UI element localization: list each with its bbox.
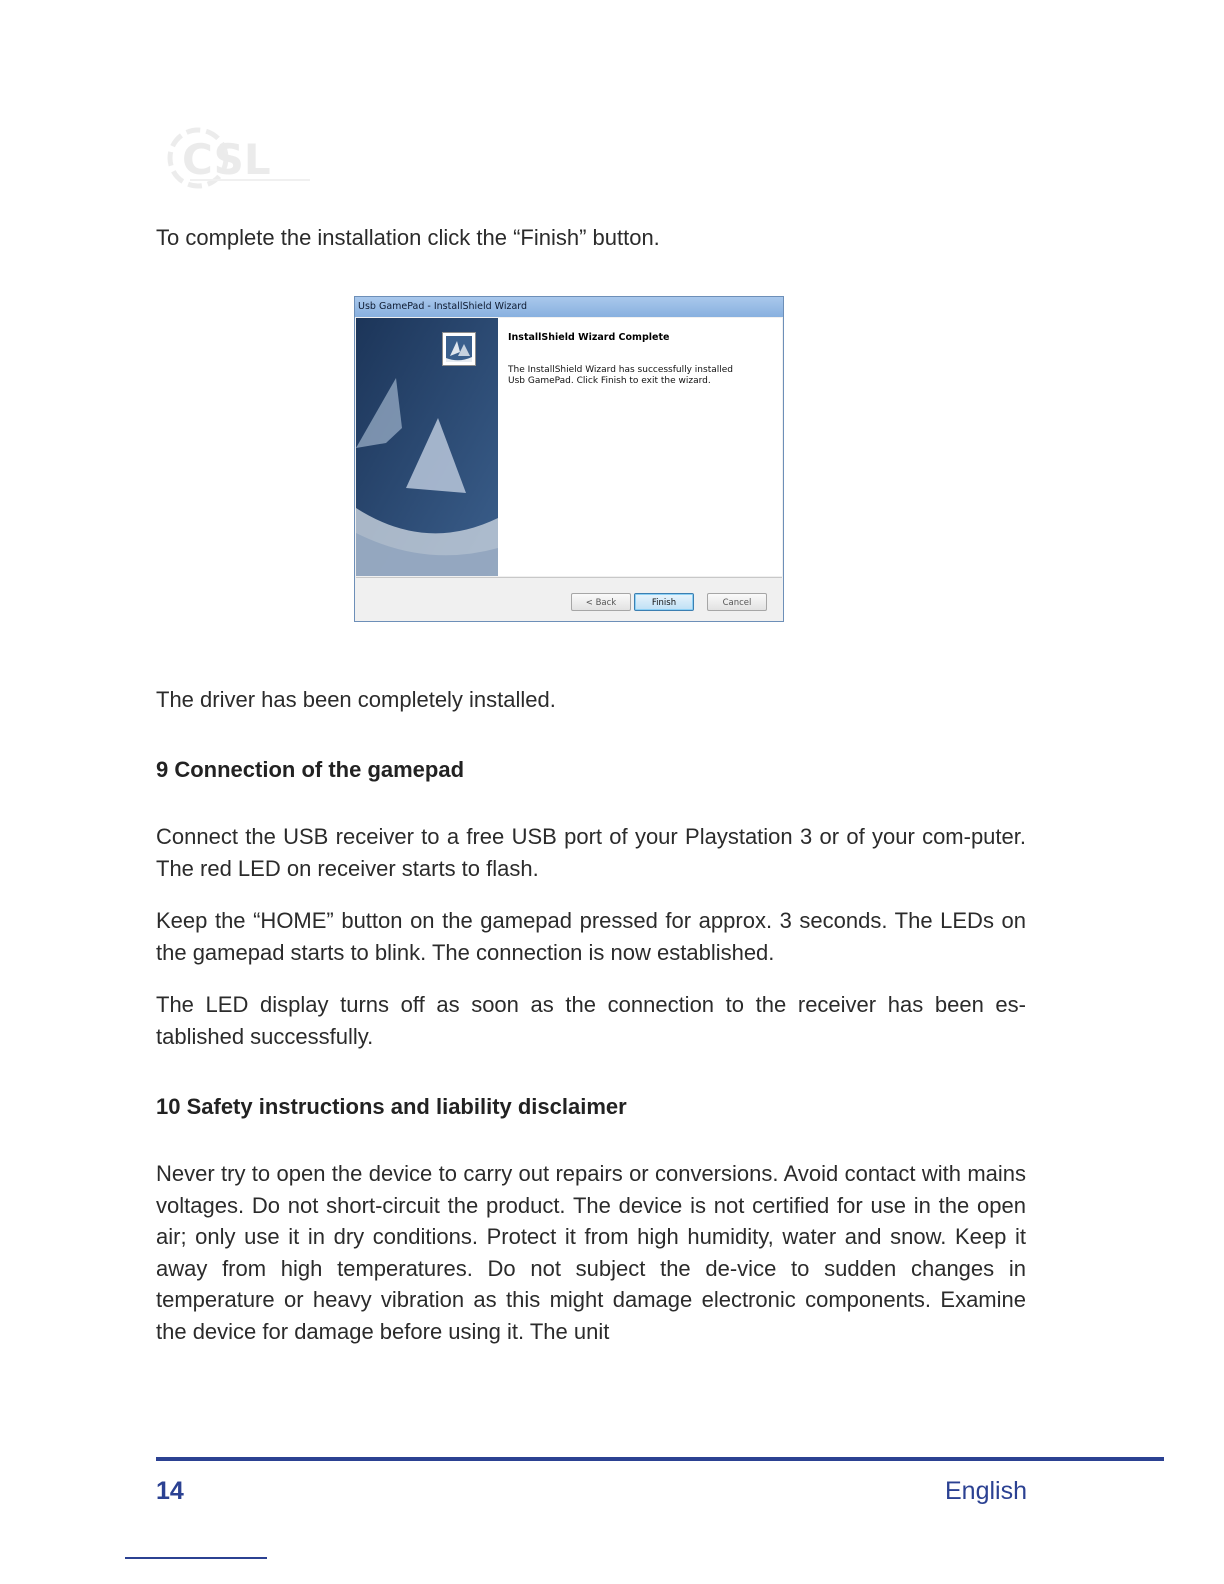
section-9-paragraph-2: Keep the “HOME” button on the gamepad pressed for approx. 3 seconds. The LEDs on the gamepad starts to blink. The connection is now established. (156, 908, 1026, 965)
bottom-line-mark (125, 1557, 267, 1559)
section-9-paragraph-1: Connect the USB receiver to a free USB port of your Playstation 3 or of your com-puter. The red LED on receiver starts to flash. (156, 824, 1026, 881)
section-10-paragraph-1: Never try to open the device to carry out repairs or conversions. Avoid contact with mains voltages. Do not short-circuit the product. The device is not certified for use in the open air; only use it in dry conditions. Protect it from high humidity, water and snow. Keep it away from high temperatures. Do not subject the de-vice to sudden changes in temperature or heavy vibration as this might damage electronic components. Examine the device for damage before using it. The unit (156, 1161, 1026, 1344)
footer-language: English (945, 1477, 1027, 1505)
cancel-button[interactable]: Cancel (707, 593, 767, 611)
section-10-heading: 10 Safety instructions and liability disclaimer (156, 1094, 627, 1119)
wizard-message: The InstallShield Wizard has successfully installed Usb GamePad. Click Finish to exit the wizard. (508, 365, 733, 386)
finish-button[interactable]: Finish (634, 593, 694, 611)
wizard-side-artwork (356, 318, 498, 576)
wizard-separator (356, 577, 782, 578)
installshield-icon (442, 332, 476, 366)
wizard-body (356, 318, 782, 576)
wizard-title-bar: Usb GamePad - InstallShield Wizard (355, 297, 783, 317)
back-button[interactable]: < Back (571, 593, 631, 611)
section-9-heading: 9 Connection of the gamepad (156, 757, 465, 782)
installed-text: The driver has been completely installed. (156, 687, 556, 712)
section-9-paragraph-3: The LED display turns off as soon as the connection to the receiver has been es-tablished successfully. (156, 992, 1026, 1049)
footer-rule (156, 1457, 1164, 1461)
installshield-wizard-screenshot (354, 296, 784, 622)
intro-text: To complete the installation click the “Finish” button. (156, 225, 660, 250)
page-number: 14 (156, 1477, 184, 1505)
wizard-heading: InstallShield Wizard Complete (508, 332, 670, 343)
svg-text:CSL: CSL (182, 135, 271, 184)
csl-logo (160, 118, 320, 198)
